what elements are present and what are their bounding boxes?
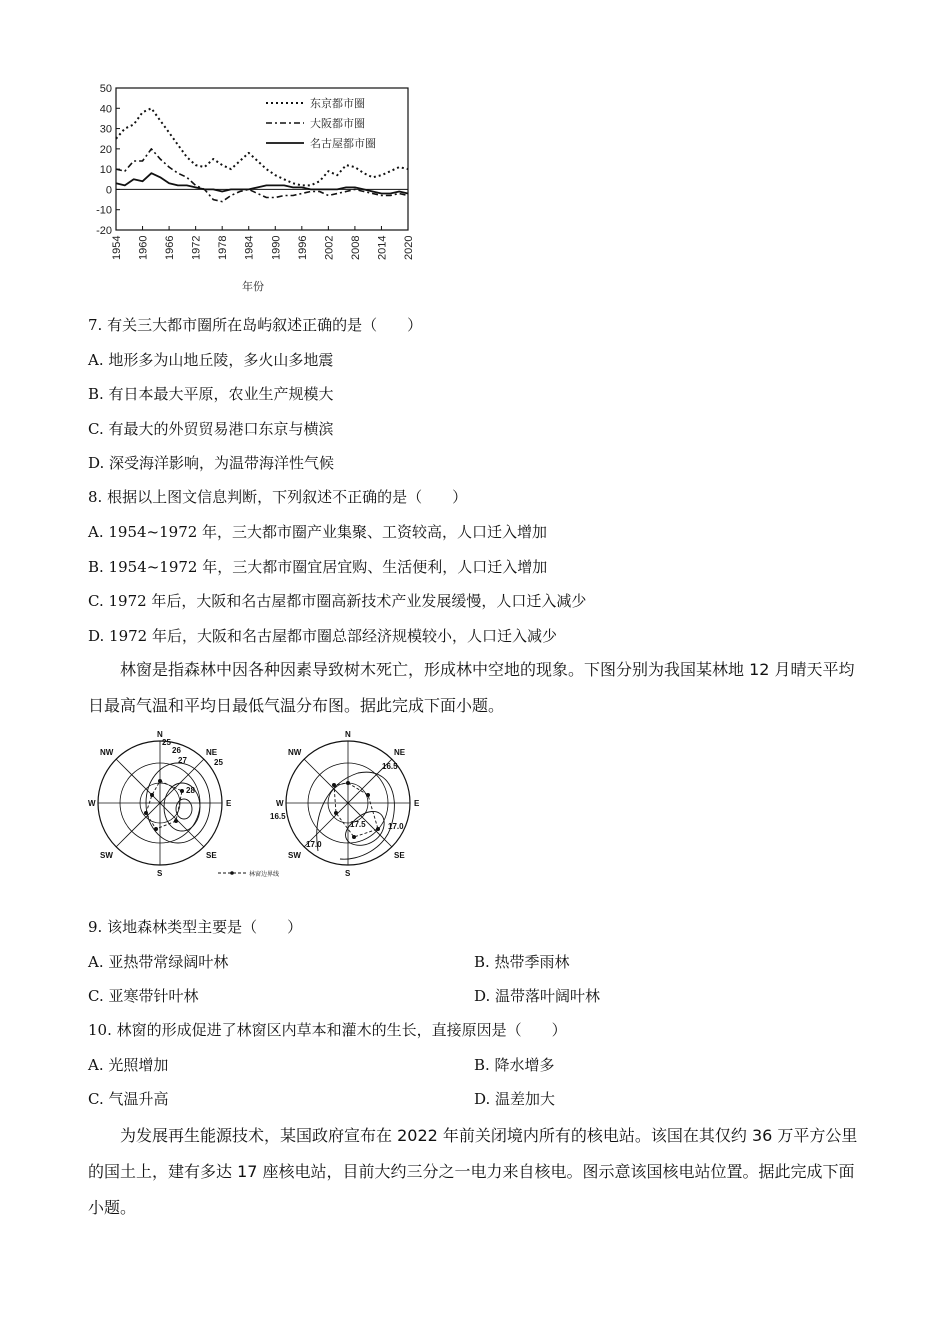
dir-e-r: E <box>414 799 420 808</box>
x-tick-label: 2002 <box>323 235 336 260</box>
iso-27: 27 <box>178 756 187 765</box>
q9-option-c[interactable]: C. 亚寒带针叶林 <box>88 987 199 1005</box>
dir-n: N <box>157 730 163 739</box>
iso-25: 25 <box>162 738 171 747</box>
iso-17-0-e: 17.0 <box>388 822 404 831</box>
legend-label-tokyo: 东京都市圈 <box>310 98 365 110</box>
x-tick-label: 1984 <box>243 235 256 260</box>
series-osaka <box>116 149 408 202</box>
y-tick-label: 0 <box>105 184 112 197</box>
dir-w: W <box>88 799 96 808</box>
forest-gap-passage: 林窗是指森林中因各种因素导致树木死亡，形成林中空地的现象。下图分别为我国某林地 12 月晴天平均日最高气温和平均日最低气温分布图。据此完成下面小题。 <box>88 660 855 715</box>
iso-17-5: 17.5 <box>350 820 366 829</box>
y-tick-label: -10 <box>96 204 112 217</box>
iso-17-0-sw: 17.0 <box>306 840 322 849</box>
q9-option-a[interactable]: A. 亚热带常绿阔叶林 <box>88 953 229 971</box>
q8-option-d[interactable]: D. 1972 年后，大阪和名古屋都市圈总部经济规模较小，人口迁入减少 <box>88 627 557 645</box>
question-8-stem: 8. 根据以上图文信息判断，下列叙述不正确的是（ ） <box>88 488 468 506</box>
q10-option-d[interactable]: D. 温差加大 <box>474 1090 556 1108</box>
q8-option-a[interactable]: A. 1954~1972 年，三大都市圈产业集聚、工资较高，人口迁入增加 <box>88 523 548 541</box>
iso-16-5-w: 16.5 <box>270 812 286 821</box>
iso-16-5-ne: 16.5 <box>382 762 398 771</box>
dir-se-r: SE <box>394 851 405 860</box>
dir-ne-r: NE <box>394 748 406 757</box>
q7-option-b[interactable]: B. 有日本最大平原，农业生产规模大 <box>88 385 334 403</box>
q9-option-d[interactable]: D. 温带落叶阔叶林 <box>474 987 601 1005</box>
x-axis-label: 年份 <box>242 281 264 293</box>
legend-label-osaka: 大阪都市圈 <box>310 118 365 130</box>
iso-26: 26 <box>172 746 181 755</box>
x-tick-label: 1960 <box>137 235 150 260</box>
min-temp-polar-diagram <box>264 726 434 886</box>
dir-sw-r: SW <box>288 851 301 860</box>
x-tick-label: 1954 <box>111 235 123 260</box>
x-tick-label: 1972 <box>190 235 203 260</box>
y-tick-label: -20 <box>96 225 112 237</box>
q8-option-c[interactable]: C. 1972 年后，大阪和名古屋都市圈高新技术产业发展缓慢，人口迁入减少 <box>88 592 587 610</box>
q10-option-c[interactable]: C. 气温升高 <box>88 1090 169 1108</box>
dir-n-r: N <box>345 730 351 739</box>
legend-label-nagoya: 名古屋都市圈 <box>310 138 376 150</box>
iso-25-ne: 25 <box>214 758 223 767</box>
question-10-stem: 10. 林窗的形成促进了林窗区内草本和灌木的生长，直接原因是（ ） <box>88 1021 567 1039</box>
x-tick-label: 1996 <box>296 235 309 260</box>
q7-option-d[interactable]: D. 深受海洋影响，为温带海洋性气候 <box>88 454 335 472</box>
x-tick-label: 2008 <box>349 235 362 260</box>
series-nagoya <box>116 173 408 193</box>
iso-28: 28 <box>186 786 195 795</box>
dir-nw-r: NW <box>288 748 302 757</box>
x-tick-label: 1990 <box>270 235 283 260</box>
x-tick-label: 2014 <box>376 235 389 260</box>
y-tick-label: 20 <box>99 143 112 156</box>
y-tick-label: 40 <box>99 103 112 116</box>
q7-option-c[interactable]: C. 有最大的外贸贸易港口东京与横滨 <box>88 420 334 438</box>
q7-option-a[interactable]: A. 地形多为山地丘陵，多火山多地震 <box>88 351 334 369</box>
q8-option-b[interactable]: B. 1954~1972 年，三大都市圈宜居宜购、生活便利，人口迁入增加 <box>88 558 548 576</box>
dir-w-r: W <box>276 799 284 808</box>
q10-option-b[interactable]: B. 降水增多 <box>474 1056 555 1074</box>
x-tick-label: 1978 <box>217 235 230 260</box>
legend-forest-gap: 林窗边界线 <box>249 872 280 878</box>
dir-sw: SW <box>100 851 113 860</box>
nuclear-power-passage: 为发展再生能源技术，某国政府宣布在 2022 年前关闭境内所有的核电站。该国在其仅约 36 万平方公里的国土上，建有多达 17 座核电站，目前大约三分之一电力来自核电。图示意该国核电站位置。据此完成下面小题。 <box>88 1126 858 1217</box>
dir-s: S <box>157 869 163 878</box>
dir-se: SE <box>206 851 217 860</box>
x-tick-label: 1966 <box>164 235 177 260</box>
population-migration-chart <box>88 80 428 300</box>
y-tick-label: 50 <box>99 83 112 95</box>
question-9-stem: 9. 该地森林类型主要是（ ） <box>88 918 303 936</box>
chart-legend <box>266 96 376 150</box>
dir-s-r: S <box>345 869 351 878</box>
y-tick-label: 30 <box>99 123 112 136</box>
q10-option-a[interactable]: A. 光照增加 <box>88 1056 169 1074</box>
q9-option-b[interactable]: B. 热带季雨林 <box>474 953 570 971</box>
x-axis-ticks <box>111 226 415 260</box>
dir-nw: NW <box>100 748 114 757</box>
x-tick-label: 2020 <box>403 235 415 260</box>
question-7-stem: 7. 有关三大都市圈所在岛屿叙述正确的是（ ） <box>88 316 423 334</box>
y-tick-label: 10 <box>99 164 112 177</box>
dir-ne: NE <box>206 748 218 757</box>
dir-e: E <box>226 799 232 808</box>
